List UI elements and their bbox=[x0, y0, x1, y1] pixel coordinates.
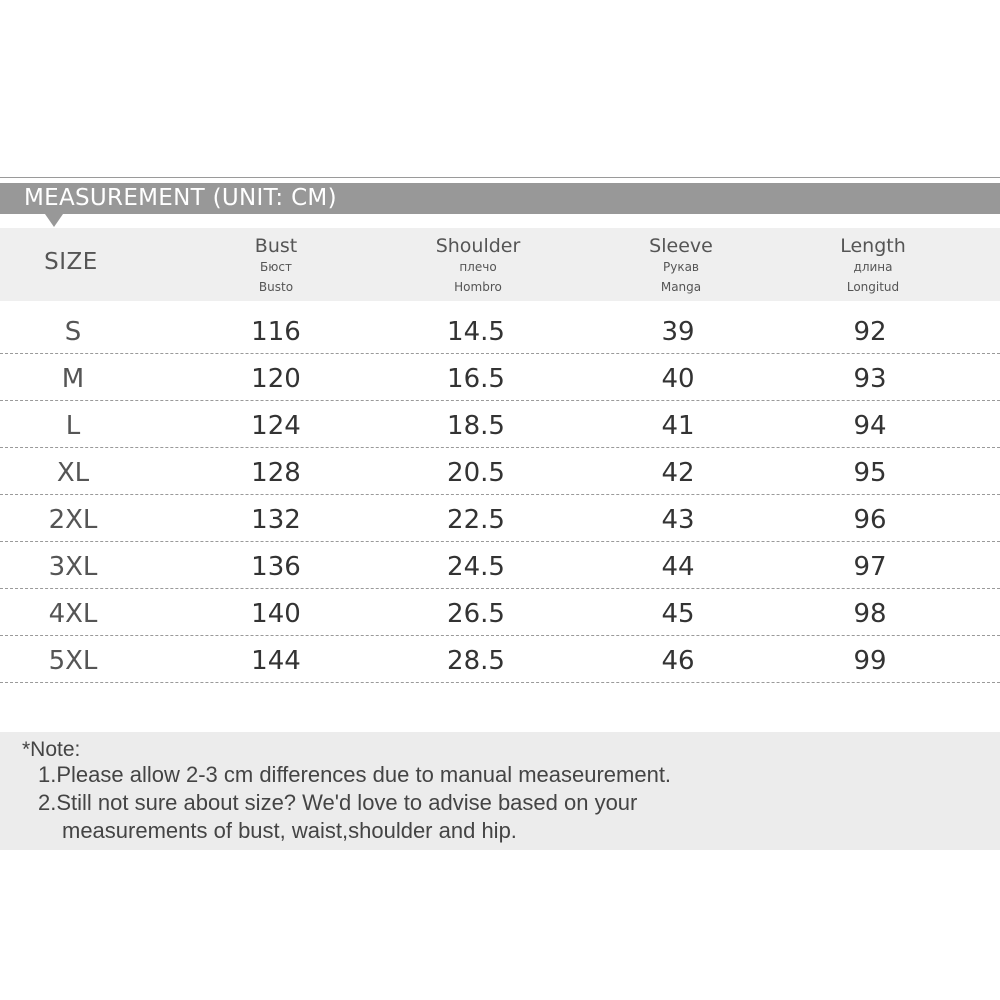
length-cell: 97 bbox=[853, 552, 887, 582]
sleeve-cell: 41 bbox=[661, 411, 695, 441]
bust-cell: 116 bbox=[251, 317, 301, 347]
shoulder-cell: 20.5 bbox=[447, 458, 505, 488]
length-label-ru: длина bbox=[853, 260, 893, 274]
bust-cell: 136 bbox=[251, 552, 301, 582]
sleeve-cell: 45 bbox=[661, 599, 695, 629]
shoulder-label-en: Shoulder bbox=[435, 235, 521, 257]
shoulder-cell: 26.5 bbox=[447, 599, 505, 629]
bust-cell: 128 bbox=[251, 458, 301, 488]
size-column-header: SIZE bbox=[44, 249, 98, 275]
column-header-band bbox=[0, 228, 1000, 301]
table-row bbox=[0, 307, 1000, 354]
length-column-header bbox=[773, 235, 973, 297]
shoulder-cell: 18.5 bbox=[447, 411, 505, 441]
size-cell: 4XL bbox=[48, 599, 98, 629]
shoulder-column-header bbox=[378, 235, 578, 297]
bust-column-header bbox=[176, 235, 376, 297]
table-row bbox=[0, 589, 1000, 636]
size-cell: 3XL bbox=[48, 552, 98, 582]
sleeve-cell: 46 bbox=[661, 646, 695, 676]
sleeve-cell: 44 bbox=[661, 552, 695, 582]
shoulder-cell: 24.5 bbox=[447, 552, 505, 582]
note-line-2-continued: measurements of bust, waist,shoulder and hip. bbox=[62, 818, 517, 843]
size-cell: XL bbox=[56, 458, 90, 488]
table-row bbox=[0, 448, 1000, 495]
bust-cell: 144 bbox=[251, 646, 301, 676]
note-line-1: 1.Please allow 2-3 cm differences due to manual measeurement. bbox=[38, 762, 672, 787]
measurement-header-bar bbox=[0, 183, 1000, 214]
sleeve-column-header bbox=[581, 235, 781, 297]
measurement-title: MEASUREMENT (UNIT: CM) bbox=[24, 185, 337, 211]
length-cell: 95 bbox=[853, 458, 887, 488]
sleeve-label-ru: Рукав bbox=[662, 260, 699, 274]
size-cell: M bbox=[61, 364, 85, 394]
table-row bbox=[0, 636, 1000, 683]
note-title: *Note: bbox=[22, 738, 81, 761]
length-cell: 96 bbox=[853, 505, 887, 535]
length-cell: 92 bbox=[853, 317, 887, 347]
size-cell: 2XL bbox=[48, 505, 98, 535]
table-row bbox=[0, 401, 1000, 448]
header-pointer-triangle bbox=[45, 214, 63, 227]
shoulder-label-ru: плечо bbox=[459, 260, 497, 274]
size-cell: L bbox=[65, 411, 81, 441]
shoulder-cell: 22.5 bbox=[447, 505, 505, 535]
bust-label-en: Bust bbox=[254, 235, 298, 257]
top-rule bbox=[0, 177, 1000, 178]
bust-cell: 140 bbox=[251, 599, 301, 629]
shoulder-label-es: Hombro bbox=[454, 280, 502, 294]
bust-label-ru: Бюст bbox=[260, 260, 292, 274]
note-line-2: 2.Still not sure about size? We'd love to advise based on your bbox=[38, 790, 638, 815]
sleeve-cell: 40 bbox=[661, 364, 695, 394]
shoulder-cell: 14.5 bbox=[447, 317, 505, 347]
size-cell: S bbox=[64, 317, 82, 347]
sleeve-cell: 39 bbox=[661, 317, 695, 347]
bust-cell: 132 bbox=[251, 505, 301, 535]
bust-cell: 120 bbox=[251, 364, 301, 394]
table-row bbox=[0, 542, 1000, 589]
note-box bbox=[0, 732, 1000, 850]
shoulder-cell: 28.5 bbox=[447, 646, 505, 676]
length-label-en: Length bbox=[840, 235, 906, 257]
shoulder-cell: 16.5 bbox=[447, 364, 505, 394]
length-cell: 93 bbox=[853, 364, 887, 394]
size-table-body bbox=[0, 307, 1000, 683]
sleeve-label-en: Sleeve bbox=[649, 235, 713, 257]
bust-label-es: Busto bbox=[258, 280, 294, 294]
table-row bbox=[0, 354, 1000, 401]
sleeve-label-es: Manga bbox=[660, 280, 702, 294]
table-row bbox=[0, 495, 1000, 542]
bust-cell: 124 bbox=[251, 411, 301, 441]
length-cell: 98 bbox=[853, 599, 887, 629]
size-cell: 5XL bbox=[48, 646, 98, 676]
length-label-es: Longitud bbox=[846, 280, 900, 294]
sleeve-cell: 43 bbox=[661, 505, 695, 535]
length-cell: 99 bbox=[853, 646, 887, 676]
sleeve-cell: 42 bbox=[661, 458, 695, 488]
length-cell: 94 bbox=[853, 411, 887, 441]
